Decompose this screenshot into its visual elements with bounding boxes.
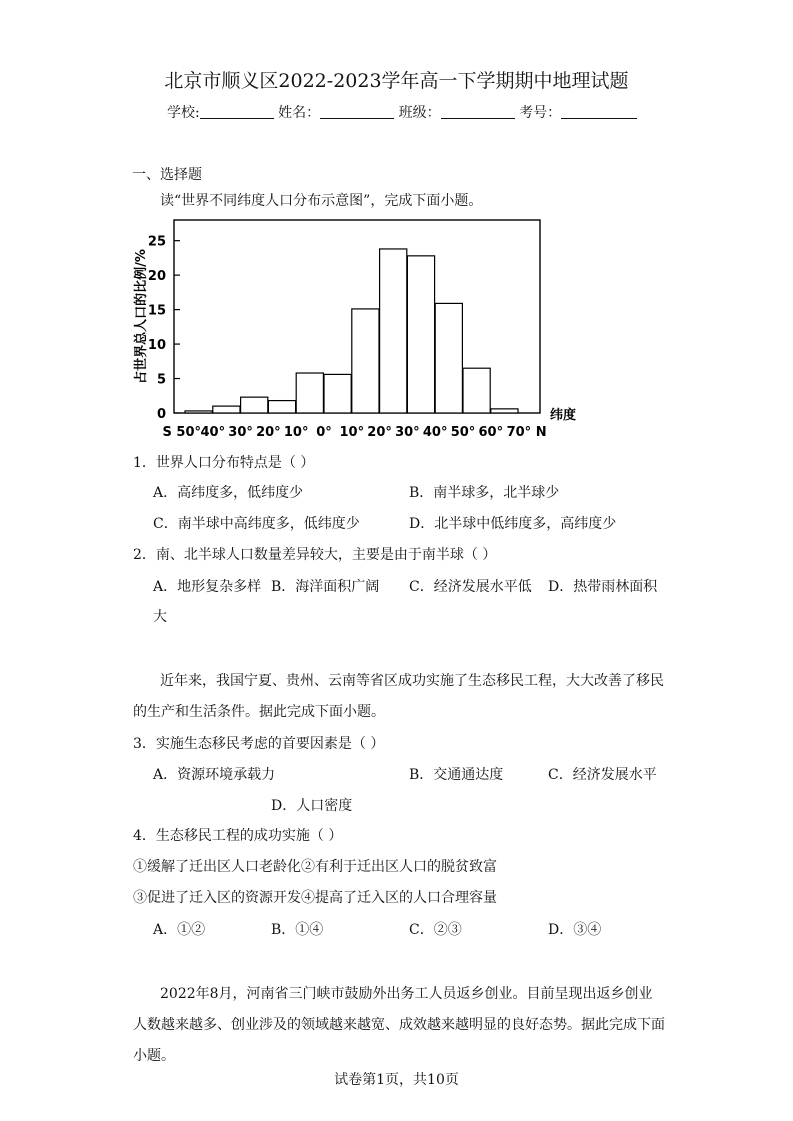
q1-option-c[interactable]: C．南半球中高纬度多，低纬度少 bbox=[153, 516, 360, 532]
x-tick-label: 30° bbox=[395, 425, 420, 440]
info-line bbox=[167, 102, 637, 122]
q2-option-d[interactable]: D．热带雨林面积 bbox=[548, 579, 658, 595]
group3-line3: 小题。 bbox=[133, 1048, 175, 1064]
q2-option-d-continued: 大 bbox=[153, 609, 167, 625]
q1-stem: 1．世界人口分布特点是（ ） bbox=[133, 455, 315, 471]
x-tick-label: 40° bbox=[422, 425, 448, 440]
x-axis-label: 纬度 bbox=[550, 408, 577, 423]
class-field[interactable] bbox=[441, 104, 515, 119]
q3-stem: 3．实施生态移民考虑的首要因素是（ ） bbox=[133, 736, 385, 752]
bar bbox=[435, 303, 462, 413]
q3-option-d[interactable]: D．人口密度 bbox=[271, 798, 353, 814]
q2-stem: 2．南、北半球人口数量差异较大，主要是由于南半球（ ） bbox=[133, 547, 497, 563]
x-tick-label: 70° N bbox=[506, 425, 547, 440]
q2-option-a[interactable]: A．地形复杂多样 bbox=[153, 579, 262, 595]
x-tick-label: S 50° bbox=[162, 425, 201, 440]
x-tick-label: 60° bbox=[478, 425, 504, 440]
q4-option-b[interactable]: B．①④ bbox=[271, 922, 324, 938]
q4-option-c[interactable]: C．②③ bbox=[409, 922, 462, 938]
group3-line2: 人数越来越多、创业涉及的领域越来越宽、成效越来越明显的良好态势。据此完成下面 bbox=[133, 1017, 665, 1033]
bar bbox=[352, 309, 379, 413]
school-field[interactable] bbox=[200, 104, 274, 119]
school-label: 学校: bbox=[167, 105, 200, 121]
group1-intro: 读“世界不同纬度人口分布示意图”，完成下面小题。 bbox=[160, 193, 483, 209]
group2-intro-line2: 的生产和生活条件。据此完成下面小题。 bbox=[133, 704, 385, 720]
q4-option-a[interactable]: A．①② bbox=[153, 922, 206, 938]
class-label: 班级： bbox=[398, 105, 441, 121]
y-tick-label: 15 bbox=[147, 303, 166, 319]
y-tick-label: 10 bbox=[147, 338, 166, 354]
group2-intro-line1: 近年来，我国宁夏、贵州、云南等省区成功实施了生态移民工程，大大改善了移民 bbox=[160, 673, 664, 689]
group3-line1: 2022年8月，河南省三门峡市鼓励外出务工人员返乡创业。目前呈现出返乡创业 bbox=[160, 986, 653, 1002]
q4-stem: 4．生态移民工程的成功实施（ ） bbox=[133, 828, 343, 844]
y-tick-label: 25 bbox=[147, 234, 166, 250]
x-tick-label: 40° bbox=[200, 425, 226, 440]
q3-option-b[interactable]: B．交通通达度 bbox=[409, 767, 504, 783]
name-label: 姓名： bbox=[278, 105, 321, 121]
bar bbox=[324, 374, 351, 413]
page-title: 北京市顺义区2022-2023学年高一下学期期中地理试题 bbox=[164, 70, 629, 92]
section-heading: 一、选择题 bbox=[132, 167, 202, 183]
q3-option-a[interactable]: A．资源环境承载力 bbox=[153, 767, 276, 783]
x-tick-label: 20° bbox=[367, 425, 392, 440]
y-tick-label: 20 bbox=[147, 269, 166, 285]
y-tick-label: 0 bbox=[156, 407, 166, 422]
bar bbox=[491, 409, 518, 413]
number-label: 考号： bbox=[519, 105, 562, 121]
page-footer: 试卷第1页，共10页 bbox=[334, 1072, 459, 1088]
q4-statements-line2: ③促进了迁入区的资源开发④提高了迁入区的人口合理容量 bbox=[133, 890, 497, 906]
y-axis-label: 占世界总人口的比例/% bbox=[134, 249, 149, 384]
bar bbox=[463, 368, 490, 413]
x-tick-label: 0° bbox=[316, 425, 332, 440]
x-tick-label: 50° bbox=[450, 425, 476, 440]
q3-option-c[interactable]: C．经济发展水平 bbox=[548, 767, 657, 783]
bar bbox=[380, 249, 407, 413]
y-tick-label: 5 bbox=[156, 372, 166, 388]
q4-statements-line1: ①缓解了迁出区人口老龄化②有利于迁出区人口的脱贫致富 bbox=[133, 859, 497, 875]
population-latitude-chart bbox=[124, 212, 594, 444]
bar bbox=[241, 397, 268, 413]
x-tick-label: 30° bbox=[228, 425, 253, 440]
bar bbox=[407, 256, 434, 413]
number-field[interactable] bbox=[561, 104, 637, 119]
x-tick-label: 20° bbox=[256, 425, 281, 440]
q2-option-c[interactable]: C．经济发展水平低 bbox=[409, 579, 532, 595]
bar bbox=[185, 411, 212, 413]
q2-option-b[interactable]: B．海洋面积广阔 bbox=[271, 579, 380, 595]
q1-option-b[interactable]: B．南半球多，北半球少 bbox=[409, 485, 560, 501]
q4-option-d[interactable]: D．③④ bbox=[548, 922, 602, 938]
bar bbox=[296, 373, 323, 413]
name-field[interactable] bbox=[320, 104, 394, 119]
bar bbox=[268, 401, 295, 413]
bar bbox=[213, 406, 240, 413]
q1-option-a[interactable]: A．高纬度多，低纬度少 bbox=[153, 485, 304, 501]
x-tick-label: 10° bbox=[339, 425, 365, 440]
q1-option-d[interactable]: D．北半球中低纬度多，高纬度少 bbox=[409, 516, 617, 532]
x-tick-label: 10° bbox=[283, 425, 309, 440]
